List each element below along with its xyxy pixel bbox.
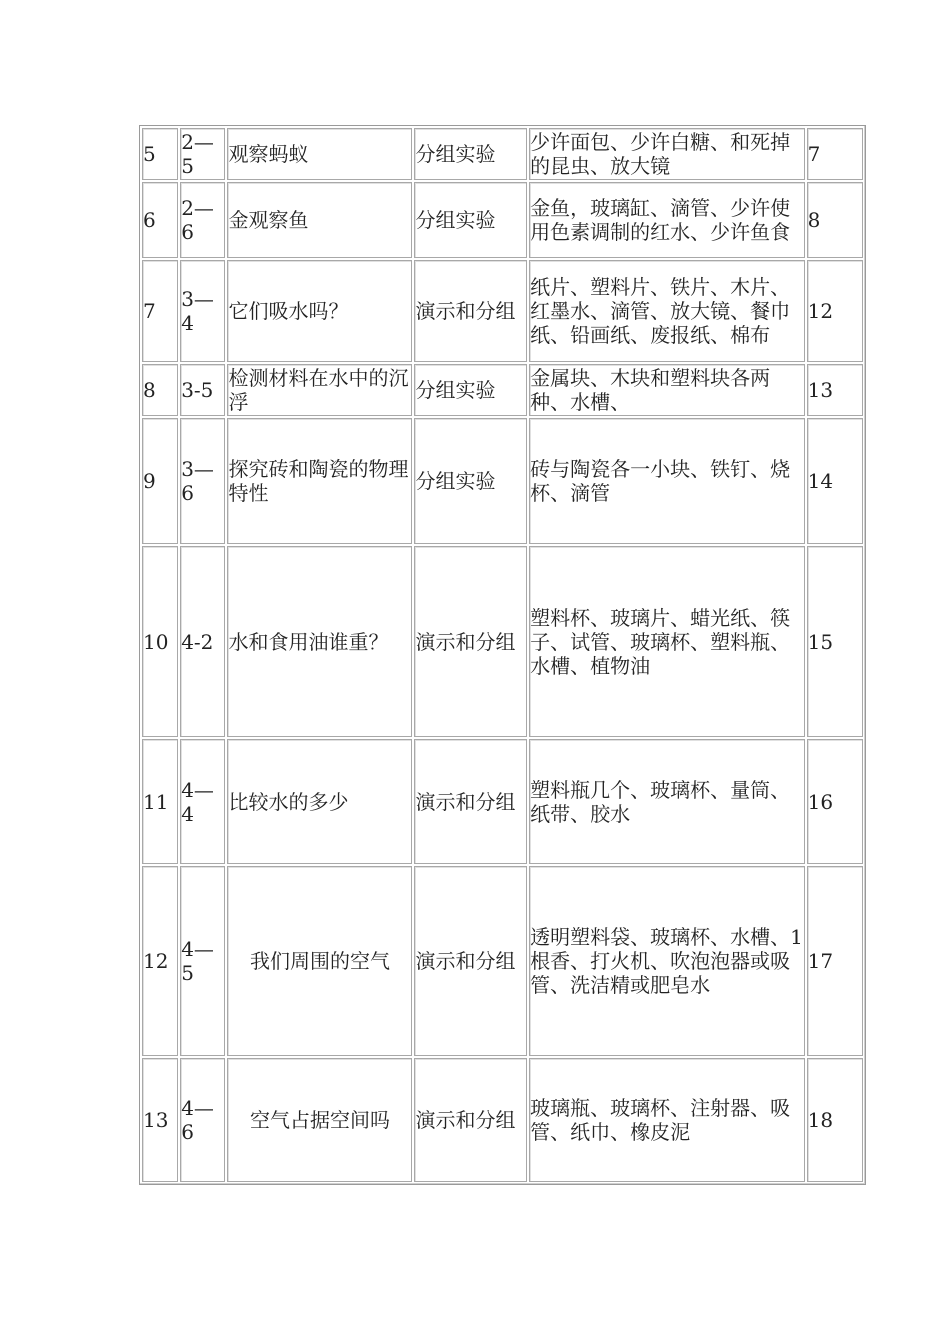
table-row	[142, 182, 863, 258]
page-number: 13	[807, 364, 863, 416]
experiment-title: 空气占据空间吗	[227, 1058, 412, 1182]
table-row	[142, 546, 863, 737]
page-number: 7	[807, 128, 863, 180]
table-row	[142, 866, 863, 1056]
experiment-title: 观察蚂蚁	[227, 128, 412, 180]
experiment-type: 分组实验	[414, 364, 527, 416]
experiment-title: 水和食用油谁重？	[227, 546, 412, 737]
materials: 金属块、木块和塑料块各两种、水槽、	[529, 364, 805, 416]
table-row	[142, 1058, 863, 1182]
lesson-code: 4—5	[180, 866, 225, 1056]
materials: 塑料杯、玻璃片、蜡光纸、筷子、试管、玻璃杯、塑料瓶、水槽、植物油	[529, 546, 805, 737]
row-number: 11	[142, 739, 178, 864]
experiment-type: 演示和分组	[414, 739, 527, 864]
materials: 塑料瓶几个、玻璃杯、量筒、纸带、胶水	[529, 739, 805, 864]
row-number: 10	[142, 546, 178, 737]
materials: 金鱼，玻璃缸、滴管、少许使用色素调制的红水、少许鱼食	[529, 182, 805, 258]
page-number: 16	[807, 739, 863, 864]
table-row	[142, 418, 863, 544]
experiment-type: 演示和分组	[414, 1058, 527, 1182]
materials: 玻璃瓶、玻璃杯、注射器、吸管、纸巾、橡皮泥	[529, 1058, 805, 1182]
page-number: 8	[807, 182, 863, 258]
table-row	[142, 364, 863, 416]
row-number: 12	[142, 866, 178, 1056]
materials: 透明塑料袋、玻璃杯、水槽、1根香、打火机、吹泡泡器或吸管、洗洁精或肥皂水	[529, 866, 805, 1056]
experiment-type: 分组实验	[414, 182, 527, 258]
experiment-type: 演示和分组	[414, 546, 527, 737]
experiment-type: 演示和分组	[414, 866, 527, 1056]
lesson-code: 4—6	[180, 1058, 225, 1182]
experiment-title: 金观察鱼	[227, 182, 412, 258]
experiment-title: 它们吸水吗？	[227, 260, 412, 362]
lesson-code: 3—4	[180, 260, 225, 362]
lesson-code: 3—6	[180, 418, 225, 544]
table-row	[142, 128, 863, 180]
table-row	[142, 739, 863, 864]
page-number: 14	[807, 418, 863, 544]
experiment-type: 分组实验	[414, 418, 527, 544]
materials: 纸片、塑料片、铁片、木片、红墨水、滴管、放大镜、餐巾纸、铅画纸、废报纸、棉布	[529, 260, 805, 362]
page-number: 12	[807, 260, 863, 362]
materials: 少许面包、少许白糖、和死掉的昆虫、放大镜	[529, 128, 805, 180]
row-number: 6	[142, 182, 178, 258]
row-number: 7	[142, 260, 178, 362]
experiment-title: 检测材料在水中的沉浮	[227, 364, 412, 416]
table-row	[142, 260, 863, 362]
experiment-type: 演示和分组	[414, 260, 527, 362]
page-number: 17	[807, 866, 863, 1056]
row-number: 13	[142, 1058, 178, 1182]
experiment-title: 我们周围的空气	[227, 866, 412, 1056]
lesson-code: 4—4	[180, 739, 225, 864]
page-number: 15	[807, 546, 863, 737]
lesson-code: 3-5	[180, 364, 225, 416]
row-number: 9	[142, 418, 178, 544]
page-number: 18	[807, 1058, 863, 1182]
experiment-type: 分组实验	[414, 128, 527, 180]
lesson-code: 2—5	[180, 128, 225, 180]
row-number: 5	[142, 128, 178, 180]
lesson-code: 4-2	[180, 546, 225, 737]
experiment-title: 比较水的多少	[227, 739, 412, 864]
materials: 砖与陶瓷各一小块、铁钉、烧杯、滴管	[529, 418, 805, 544]
experiment-title: 探究砖和陶瓷的物理特性	[227, 418, 412, 544]
row-number: 8	[142, 364, 178, 416]
experiment-table	[139, 125, 866, 1185]
lesson-code: 2—6	[180, 182, 225, 258]
